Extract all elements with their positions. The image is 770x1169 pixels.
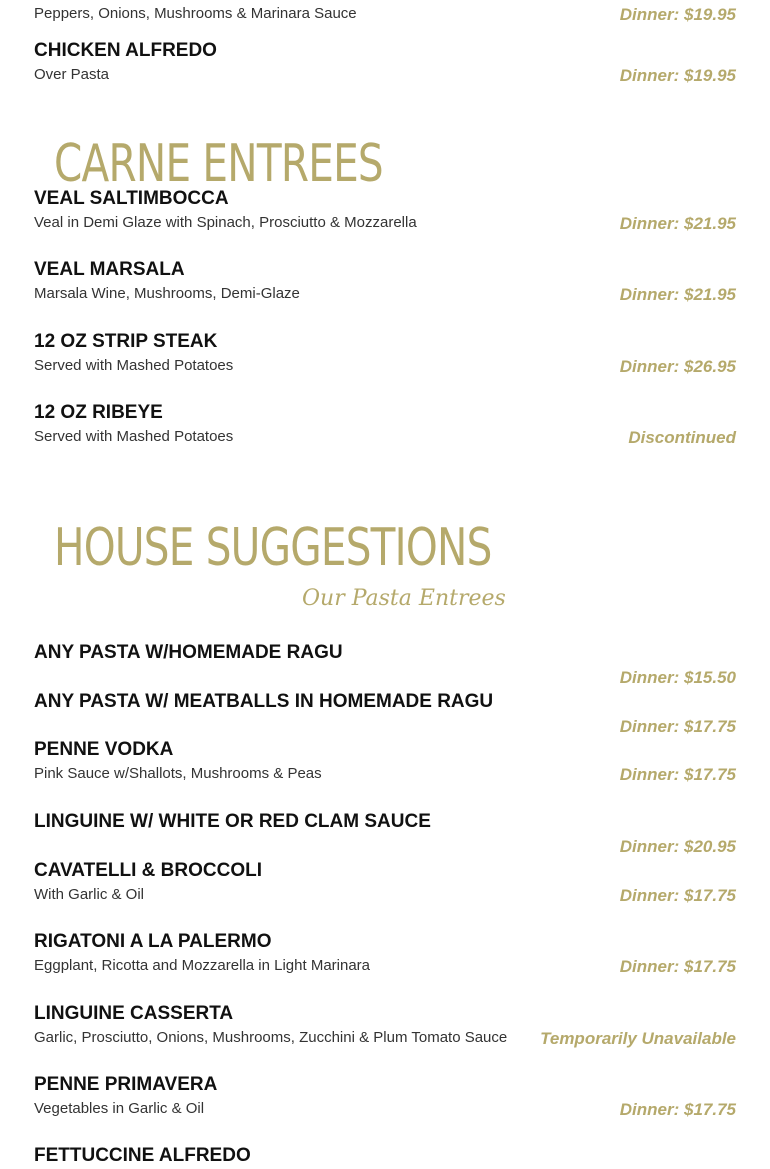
item-name: VEAL SALTIMBOCCA [34,188,229,209]
menu-item [34,691,736,741]
item-name: PENNE VODKA [34,739,174,760]
item-price: Discontinued [628,428,736,447]
item-description: Veal in Demi Glaze with Spinach, Prosciutto & Mozzarella [34,214,417,231]
menu-item [34,1074,736,1124]
item-price: Dinner: $17.75 [619,1100,736,1119]
menu-item [34,642,736,692]
menu-item [34,1003,736,1053]
item-price: Dinner: $21.95 [619,214,736,233]
item-name: CHICKEN ALFREDO [34,40,217,61]
menu-item [34,860,736,910]
item-name: PENNE PRIMAVERA [34,1074,218,1095]
menu-item [34,739,736,789]
menu-item [34,0,736,29]
item-price: Dinner: $17.75 [619,957,736,976]
item-name: 12 OZ STRIP STEAK [34,331,218,352]
menu-item [34,331,736,381]
item-description: Garlic, Prosciutto, Onions, Mushrooms, Zucchini & Plum Tomato Sauce [34,1029,508,1046]
item-description: Eggplant, Ricotta and Mozzarella in Light Marinara [34,957,371,974]
item-name: 12 OZ RIBEYE [34,402,163,423]
item-price: Dinner: $17.75 [619,717,736,736]
item-price: Dinner: $19.95 [619,66,736,85]
menu-item [34,259,736,309]
menu-item [34,931,736,981]
menu-item [34,40,736,90]
item-price: Dinner: $26.95 [619,357,736,376]
item-description: Over Pasta [34,66,110,83]
item-price: Dinner: $21.95 [619,285,736,304]
item-description: Served with Mashed Potatoes [34,357,234,374]
item-price: Dinner: $17.75 [619,886,736,905]
menu-item [34,1145,736,1169]
item-description: Peppers, Onions, Mushrooms & Marinara Sauce [34,5,357,22]
section-title-carne-entrees: CARNE ENTREES [54,134,383,194]
section-subtitle-pasta-entrees: Our Pasta Entrees [302,586,506,611]
item-name: VEAL MARSALA [34,259,185,280]
item-name: ANY PASTA W/ MEATBALLS IN HOMEMADE RAGU [34,691,494,712]
item-description: Vegetables in Garlic & Oil [34,1100,205,1117]
item-price: Dinner: $20.95 [619,837,736,856]
item-description: With Garlic & Oil [34,886,145,903]
item-price: Dinner: $19.95 [619,5,736,24]
menu-item [34,811,736,861]
item-name: CAVATELLI & BROCCOLI [34,860,262,881]
item-name: LINGUINE CASSERTA [34,1003,234,1024]
item-price: Dinner: $17.75 [619,765,736,784]
item-description: Pink Sauce w/Shallots, Mushrooms & Peas [34,765,322,782]
menu-item [34,402,736,452]
section-title-house-suggestions: HOUSE SUGGESTIONS [54,518,492,578]
item-name: RIGATONI A LA PALERMO [34,931,272,952]
item-description: Marsala Wine, Mushrooms, Demi-Glaze [34,285,300,302]
menu-item [34,188,736,238]
item-name: ANY PASTA W/HOMEMADE RAGU [34,642,343,663]
item-name: LINGUINE W/ WHITE OR RED CLAM SAUCE [34,811,431,832]
item-description: Served with Mashed Potatoes [34,428,234,445]
item-name: FETTUCCINE ALFREDO [34,1145,251,1166]
item-price: Temporarily Unavailable [540,1029,736,1048]
item-price: Dinner: $15.50 [619,668,736,687]
